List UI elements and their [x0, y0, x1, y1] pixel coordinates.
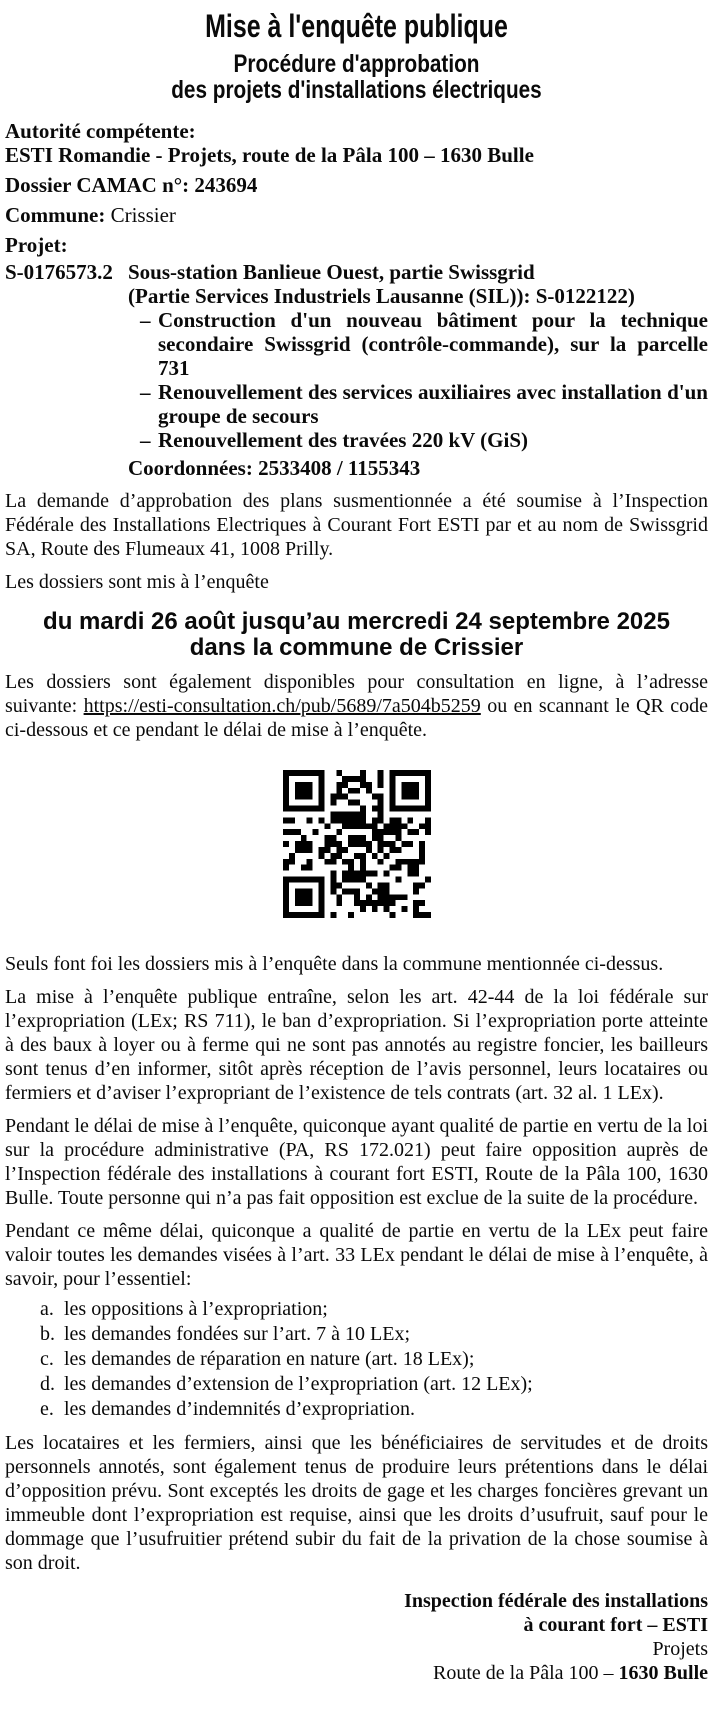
bullet-dash: –	[140, 308, 151, 332]
consultation-link[interactable]: https://esti-consultation.ch/pub/5689/7a504b5259	[83, 695, 481, 717]
qr-code	[283, 770, 431, 918]
claim-marker: e.	[40, 1398, 54, 1420]
signature-address-city: 1630 Bulle	[618, 1662, 708, 1684]
validity-paragraph: Seuls font foi les dossiers mis à l’enquête dans la commune mentionnée ci-dessus.	[5, 953, 664, 975]
bullet-text: Renouvellement des services auxiliaires avec installation d'un groupe de secours	[158, 380, 708, 428]
claim-marker: d.	[40, 1373, 55, 1395]
claim-marker: c.	[40, 1348, 54, 1370]
inquiry-intro: Les dossiers sont mis à l’enquête	[5, 571, 269, 593]
online-consultation-after: ou en scannant le QR code ci-dessous et ce pendant le délai de mise à l’enquête.	[5, 695, 708, 741]
signature-block	[5, 1589, 708, 1685]
opposition-paragraph: Pendant le délai de mise à l’enquête, quiconque ayant qualité de partie en vertu de la loi sur la procédure administrative (PA, RS 172.021) peut faire opposition auprès de l’Inspection fédérale des installations à courant fort ESTI, Route de la Pâla 100, 1630 Bulle. Toute personne qui n’a pas fait opposition est exclue de la suite de la procédure.	[5, 1115, 708, 1209]
project-bullet	[128, 380, 708, 428]
signature-department: Projets	[652, 1638, 708, 1660]
signature-address-street: Route de la Pâla 100 –	[433, 1662, 619, 1684]
bullet-dash: –	[140, 380, 151, 404]
claim-text: les demandes d’indemnités d’expropriation.	[64, 1398, 416, 1420]
bullet-dash: –	[140, 428, 151, 452]
page-subtitle	[5, 51, 708, 103]
signature-org-line-1: Inspection fédérale des installations	[404, 1590, 708, 1612]
claim-text: les oppositions à l’expropriation;	[64, 1298, 328, 1320]
claim-text: les demandes de réparation en nature (art. 18 LEx);	[64, 1348, 475, 1370]
subtitle-line-1: Procédure d'approbation	[233, 50, 480, 78]
project-id: S-0176573.2	[5, 260, 113, 284]
authority-label: Autorité compétente:	[5, 119, 196, 143]
project-label: Projet:	[5, 233, 68, 257]
bullet-text: Construction d'un nouveau bâtiment pour la technique secondaire Swissgrid (contrôle-commande), sur la parcelle 731	[158, 308, 708, 380]
commune-label: Commune:	[5, 203, 106, 227]
project-name-secondary: (Partie Services Industriels Lausanne (SIL)): S-0122122)	[128, 284, 635, 308]
project-description	[128, 260, 708, 480]
project-coordinates: Coordonnées: 2533408 / 1155343	[128, 456, 421, 480]
authority-value: ESTI Romandie - Projets, route de la Pâla 100 – 1630 Bulle	[5, 143, 534, 167]
expropriation-ban-paragraph: La mise à l’enquête publique entraîne, selon les art. 42-44 de la loi fédérale sur l’expropriation (LEx; RS 711), le ban d’expropriation. Si l’expropriation porte atteinte à des baux à loyer ou à ferme qui ne sont pas annotés au registre foncier, les bailleurs sont tenus d’en informer, sitôt après réception de l’avis personnel, leurs locataires ou fermiers et d’aviser l’expropriant de l’existence de tels contrats (art. 32 al. 1 LEx).	[5, 986, 708, 1104]
claim-item	[5, 1372, 708, 1397]
page-title: Mise à l'enquête publique	[205, 8, 508, 44]
authority-block	[5, 119, 708, 167]
project-block	[5, 260, 708, 480]
claims-list	[5, 1297, 708, 1422]
tenants-paragraph: Les locataires et les fermiers, ainsi que les bénéficiaires de servitudes et de droits personnels annotés, sont également tenus de produire leurs prétentions dans le délai d’opposition prévu. Sont exceptés les droits de gage et les charges foncières grevant un immeuble dont l’expropriation est requise, ainsi que les droits d’usufruit, sauf pour le dommage que l’usufruitier prétend subir du fait de la privation de la chose soumise à son droit.	[5, 1432, 708, 1574]
commune-line	[5, 203, 708, 227]
project-name: Sous-station Banlieue Ouest, partie Swissgrid	[128, 260, 535, 284]
submission-paragraph: La demande d’approbation des plans susmentionnée a été soumise à l’Inspection Fédérale des Installations Electriques à Courant Fort ESTI par et au nom de Swissgrid SA, Route des Flumeaux 41, 1008 Prilly.	[5, 490, 708, 560]
online-consultation-paragraph	[5, 670, 708, 742]
claim-marker: b.	[40, 1323, 55, 1345]
claim-item	[5, 1322, 708, 1347]
online-consultation-before: Les dossiers sont également disponibles pour consultation en ligne, à l’adresse suivante:	[5, 671, 708, 717]
inquiry-period-dates: du mardi 26 août jusqu’au mercredi 24 septembre 2025	[43, 608, 670, 635]
qr-code-container	[5, 770, 708, 918]
inquiry-period-heading	[5, 609, 708, 661]
claim-text: les demandes d’extension de l’expropriation (art. 12 LEx);	[64, 1373, 533, 1395]
claim-item	[5, 1397, 708, 1422]
claim-text: les demandes fondées sur l’art. 7 à 10 LEx;	[64, 1323, 411, 1345]
commune-value: Crissier	[110, 203, 176, 227]
signature-org-line-2: à courant fort – ESTI	[523, 1614, 708, 1636]
claim-item	[5, 1297, 708, 1322]
project-bullet	[128, 308, 708, 380]
claims-intro-paragraph: Pendant ce même délai, quiconque a qualité de partie en vertu de la LEx peut faire valoir toutes les demandes visées à l’art. 33 LEx pendant le délai de mise à l’enquête, à savoir, pour l’essentiel:	[5, 1220, 708, 1290]
dossier-number: Dossier CAMAC n°: 243694	[5, 173, 258, 197]
subtitle-line-2: des projets d'installations électriques	[171, 76, 542, 104]
bullet-text: Renouvellement des travées 220 kV (GiS)	[158, 428, 528, 452]
inquiry-period-commune: dans la commune de Crissier	[189, 634, 524, 661]
signature-address	[5, 1661, 708, 1685]
claim-item	[5, 1347, 708, 1372]
claim-marker: a.	[40, 1298, 54, 1320]
project-bullet	[128, 428, 708, 452]
